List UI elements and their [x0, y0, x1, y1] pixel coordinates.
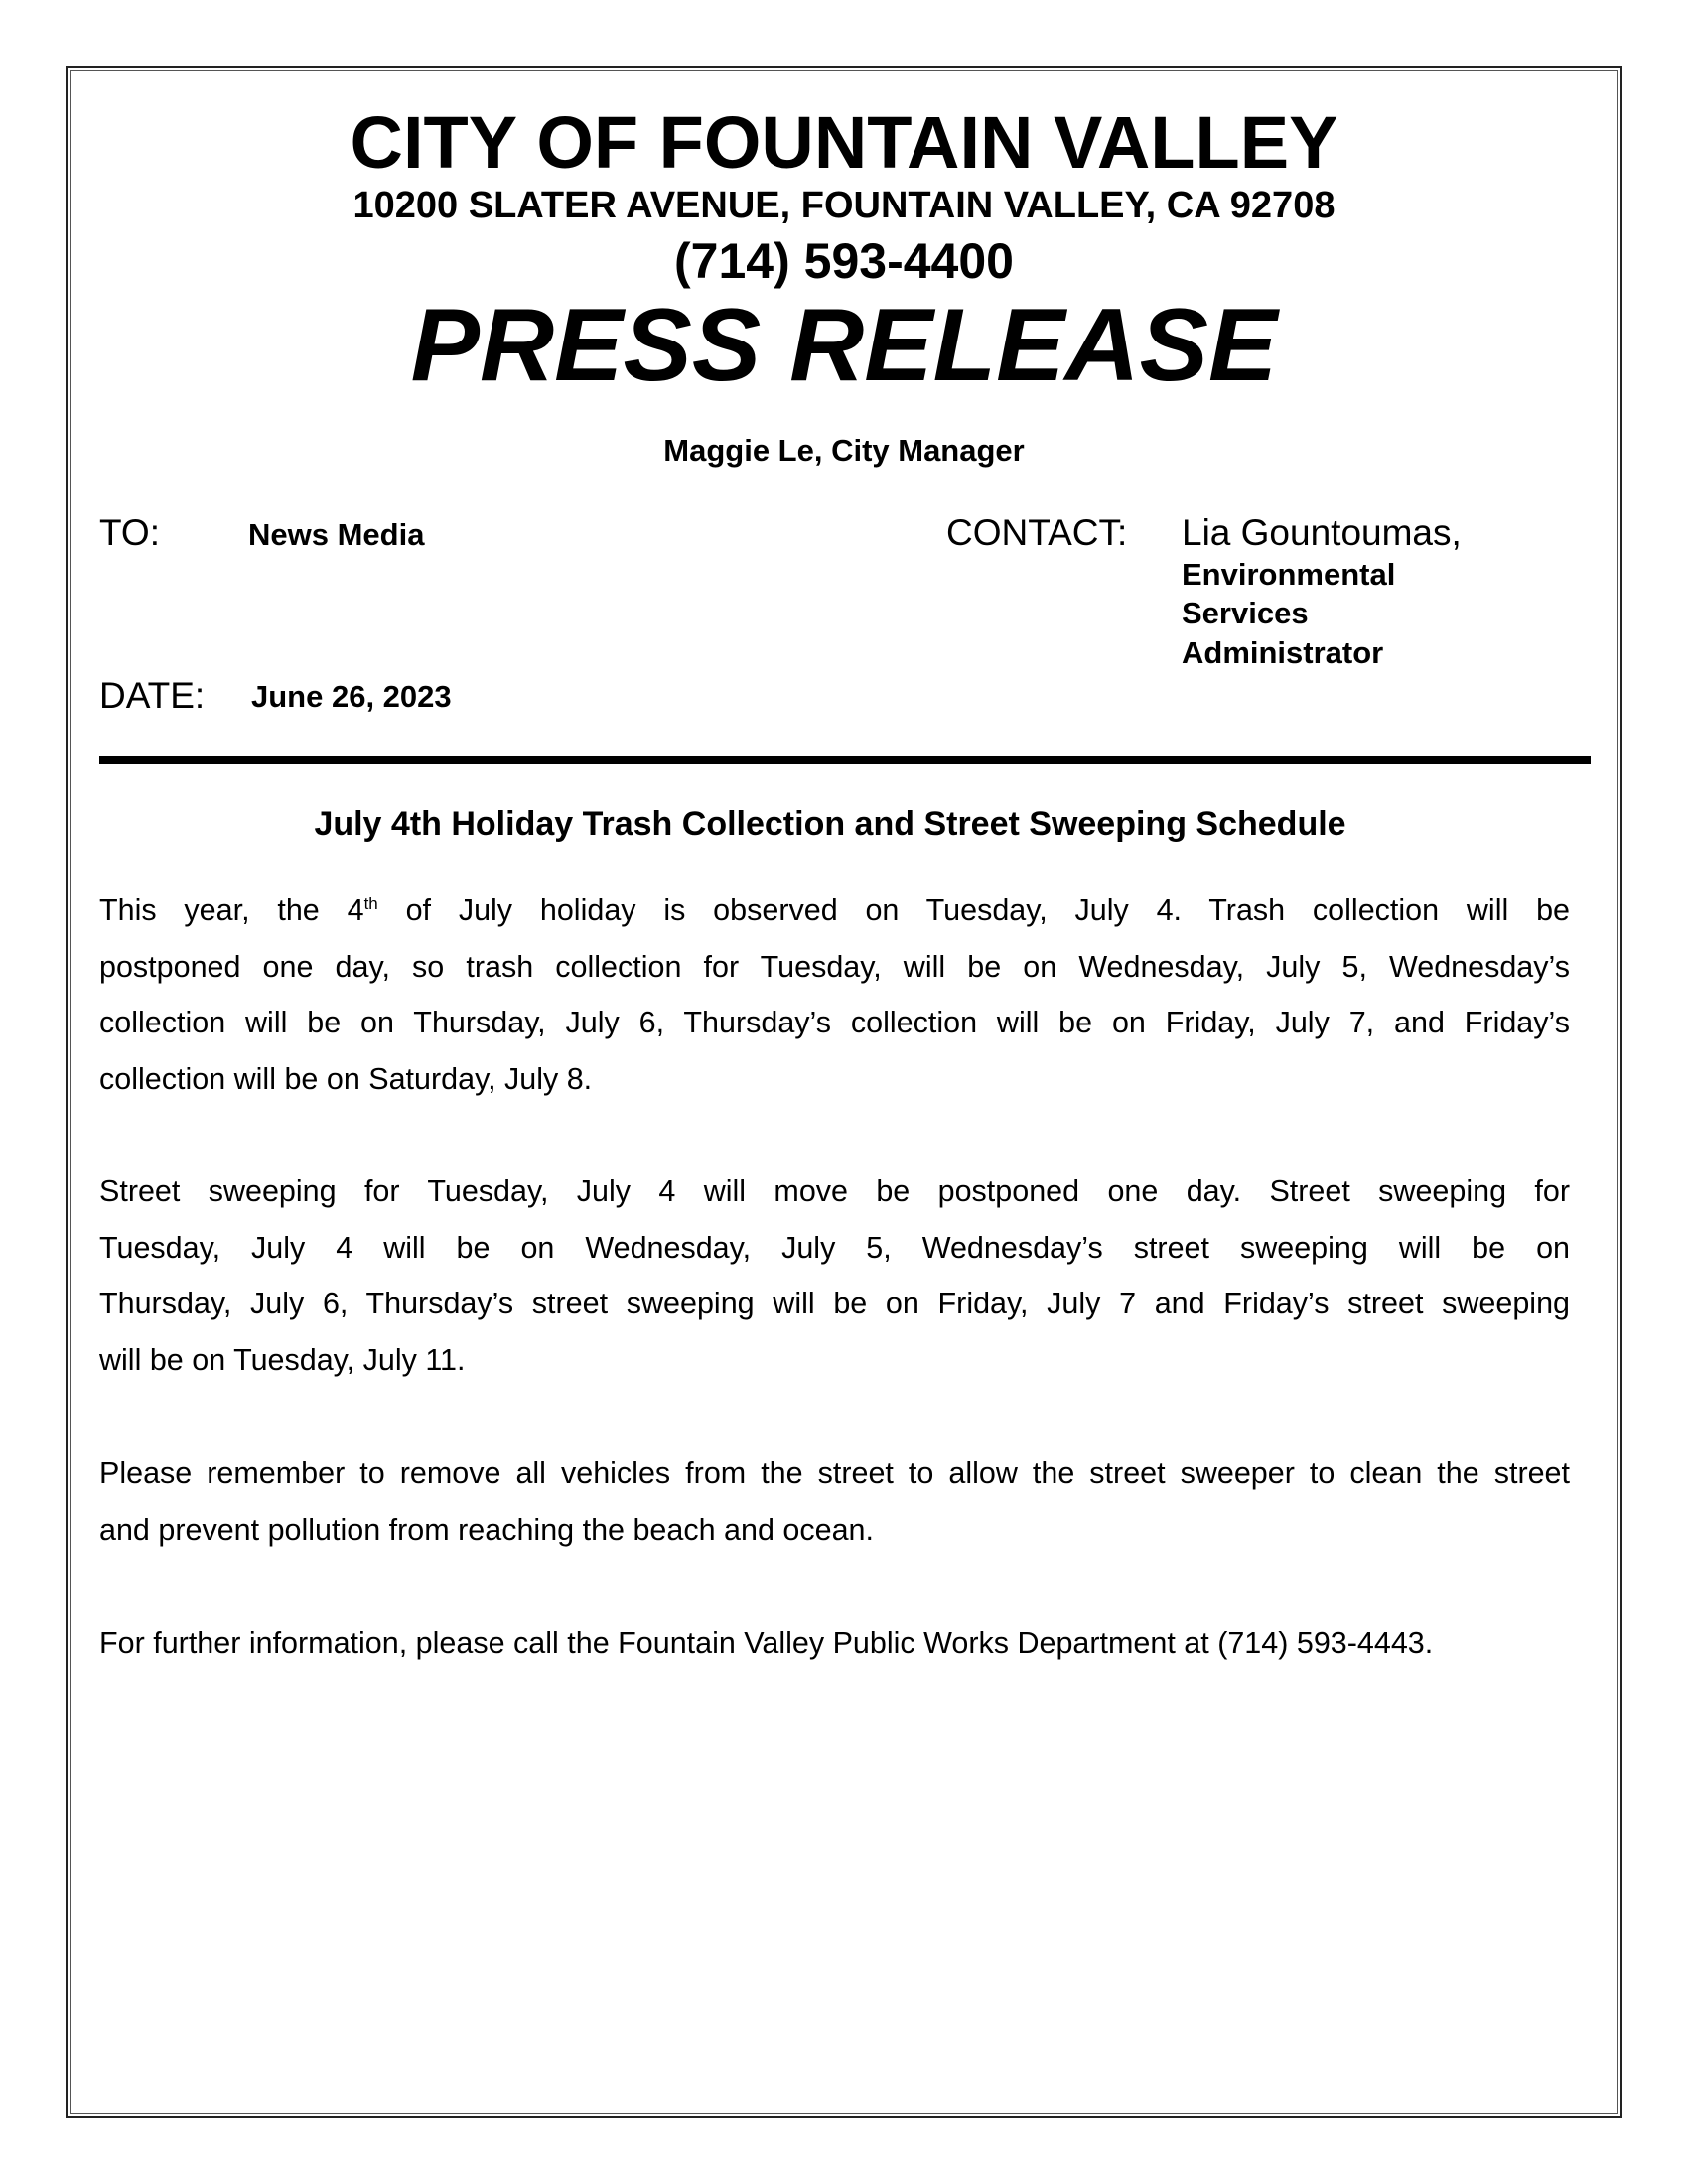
city-address: 10200 SLATER AVENUE, FOUNTAIN VALLEY, CA 92708	[352, 185, 1336, 226]
contact-label: CONTACT:	[946, 512, 1128, 553]
text-span: of July holiday is observed on Tuesday, July 4. Trash collection will be	[377, 893, 1570, 927]
contact-title-line: Environmental	[1182, 557, 1396, 592]
release-title: July 4th Holiday Trash Collection and Street Sweeping Schedule	[314, 805, 1346, 843]
text-line: Please remember to remove all vehicles from the street to allow the street sweeper to clean the street	[99, 1456, 1570, 1490]
document-type: PRESS RELEASE	[410, 288, 1278, 403]
text-line	[99, 883, 1570, 939]
text-line: Tuesday, July 4 will be on Wednesday, July 5, Wednesday’s street sweeping will be on	[99, 1230, 1570, 1265]
text-line: Thursday, July 6, Thursday’s street sweeping will be on Friday, July 7 and Friday’s street sweeping	[99, 1287, 1570, 1320]
divider-rule	[99, 756, 1591, 764]
contact-name: Lia Gountoumas,	[1182, 512, 1462, 553]
to-value: News Media	[248, 517, 425, 552]
text-line: will be on Tuesday, July 11.	[99, 1342, 466, 1377]
date-label: DATE:	[99, 675, 206, 716]
to-label: TO:	[99, 512, 160, 553]
text-span: This year, the 4	[99, 893, 364, 927]
date-value: June 26, 2023	[251, 679, 452, 714]
city-name: CITY OF FOUNTAIN VALLEY	[350, 101, 1338, 184]
contact-title-line: Services	[1182, 596, 1309, 630]
text-line: collection will be on Saturday, July 8.	[99, 1061, 593, 1096]
text-line: For further information, please call the Fountain Valley Public Works Department at (714) 593-4443.	[99, 1626, 1434, 1660]
city-manager: Maggie Le, City Manager	[663, 433, 1025, 468]
text-line: Street sweeping for Tuesday, July 4 will move be postponed one day. Street sweeping for	[99, 1174, 1570, 1208]
superscript: th	[363, 893, 378, 913]
text-line: postponed one day, so trash collection for Tuesday, will be on Wednesday, July 5, Wednesday’s	[99, 949, 1570, 984]
paragraph-contact-info	[99, 1615, 1570, 1672]
paragraph-trash	[99, 883, 1570, 1107]
text-line: and prevent pollution from reaching the beach and ocean.	[99, 1512, 874, 1547]
contact-title-line: Administrator	[1182, 635, 1384, 670]
city-phone: (714) 593-4400	[674, 233, 1014, 289]
paragraph-sweeping	[99, 1163, 1570, 1388]
text-line: collection will be on Thursday, July 6, Thursday’s collection will be on Friday, July 7, and Friday’s	[99, 1006, 1570, 1039]
paragraph-vehicles	[99, 1445, 1570, 1558]
